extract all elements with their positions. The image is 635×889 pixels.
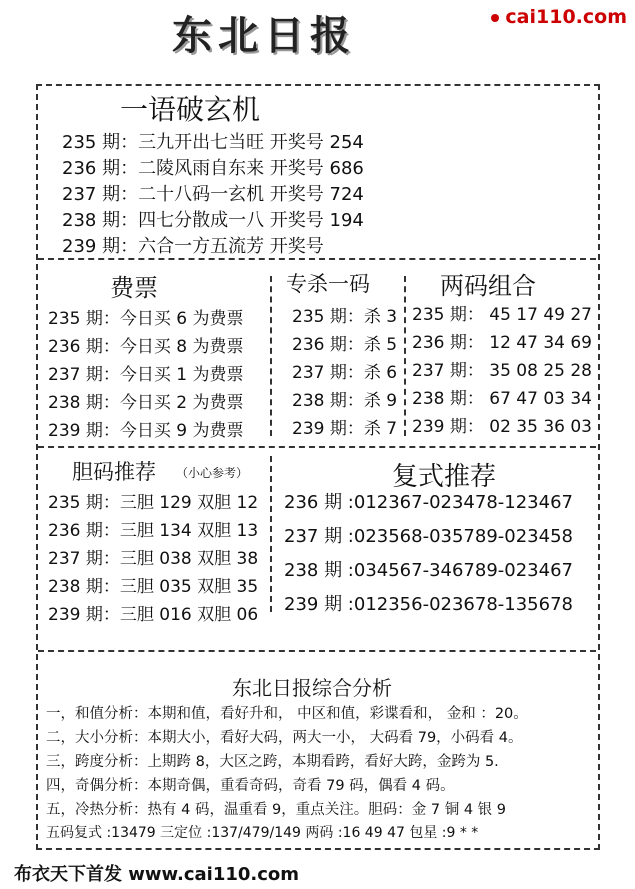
section-divider: [38, 650, 596, 652]
list-item: 239 期：六合一方五流芳 开奖号: [62, 236, 324, 257]
list-item: 237 期：三胆 038 双胆 38: [48, 549, 259, 569]
list-item: 二，大小分析：本期大小，看好大码，两大一小， 大码看 79，小码看 4。: [46, 730, 523, 746]
list-item: 四，奇偶分析：本期奇偶，重看奇码，奇看 79 码，偶看 4 码。: [46, 778, 455, 794]
list-item: 239 期：三胆 016 双胆 06: [48, 605, 259, 625]
list-item: 237 期 :023568-035789-023458: [284, 526, 573, 547]
list-item: 237 期： 35 08 25 28: [412, 361, 592, 381]
column-divider: [270, 456, 272, 612]
list-item: 236 期： 12 47 34 69: [412, 333, 592, 353]
list-item: 238 期：四七分散成一八 开奖号 194: [62, 210, 364, 231]
bold-title: 胆码推荐: [72, 460, 156, 484]
list-item: 238 期：今日买 2 为费票: [48, 393, 244, 413]
list-item: 237 期：今日买 1 为费票: [48, 365, 244, 385]
list-item: 239 期：杀 7: [292, 419, 398, 439]
list-item: 239 期 :012356-023678-135678: [284, 594, 573, 615]
section-divider: [38, 258, 596, 260]
fee-title: 费票: [110, 274, 158, 302]
site-link[interactable]: [491, 6, 627, 28]
kill-title: 专杀一码: [286, 272, 370, 296]
list-item: 一，和值分析：本期和值，看好升和， 中区和值，彩谍看和， 金和 ：20。: [46, 706, 528, 722]
bullet-icon: [491, 14, 499, 22]
list-item: 239 期：今日买 9 为费票: [48, 421, 244, 441]
column-divider: [270, 276, 272, 436]
list-item: 235 期：三胆 129 双胆 12: [48, 493, 259, 513]
list-item: 237 期：杀 6: [292, 363, 398, 383]
list-item: 238 期：三胆 035 双胆 35: [48, 577, 259, 597]
list-item: 235 期：今日买 6 为费票: [48, 309, 244, 329]
bold-note: （小心参考）: [176, 466, 249, 480]
combo-title: 复式推荐: [392, 462, 497, 492]
list-item: 236 期：三胆 134 双胆 13: [48, 521, 259, 541]
list-item: 235 期： 45 17 49 27: [412, 305, 592, 325]
list-item: 235 期：三九开出七当旺 开奖号 254: [62, 132, 364, 153]
list-item: 五，冷热分析：热有 4 码，温重看 9，重点关注。胆码：金 7 铜 4 银 9: [46, 802, 506, 818]
list-item: 238 期：杀 9: [292, 391, 398, 411]
masthead-title: 东北日报: [172, 12, 356, 59]
section-divider: [38, 446, 596, 448]
list-item: 238 期： 67 47 03 34: [412, 389, 592, 409]
list-item: 236 期：杀 5: [292, 335, 398, 355]
site-label: cai110.com: [505, 6, 627, 28]
list-item: 236 期：二陵风雨自东来 开奖号 686: [62, 158, 364, 179]
footer-credit: 布衣天下首发 www.cai110.com: [14, 864, 300, 885]
list-item: 236 期：今日买 8 为费票: [48, 337, 244, 357]
list-item: 239 期： 02 35 36 03: [412, 417, 592, 437]
list-item: 235 期：杀 3: [292, 307, 398, 327]
column-divider: [404, 276, 406, 436]
list-item: 五码复式 :13479 三定位 :137/479/149 两码 :16 49 47 包星 :9 * *: [46, 825, 479, 841]
list-item: 236 期 :012367-023478-123467: [284, 492, 573, 513]
list-item: 三，跨度分析：上期跨 8，大区之跨，本期看跨，看好大跨，金跨为 5.: [46, 754, 499, 770]
list-item: 237 期：二十八码一玄机 开奖号 724: [62, 184, 364, 205]
pairs-title: 两码组合: [440, 272, 536, 300]
list-item: 238 期 :034567-346789-023467: [284, 560, 573, 581]
analysis-title: 东北日报综合分析: [232, 676, 392, 700]
oracle-title: 一语破玄机: [120, 93, 261, 126]
